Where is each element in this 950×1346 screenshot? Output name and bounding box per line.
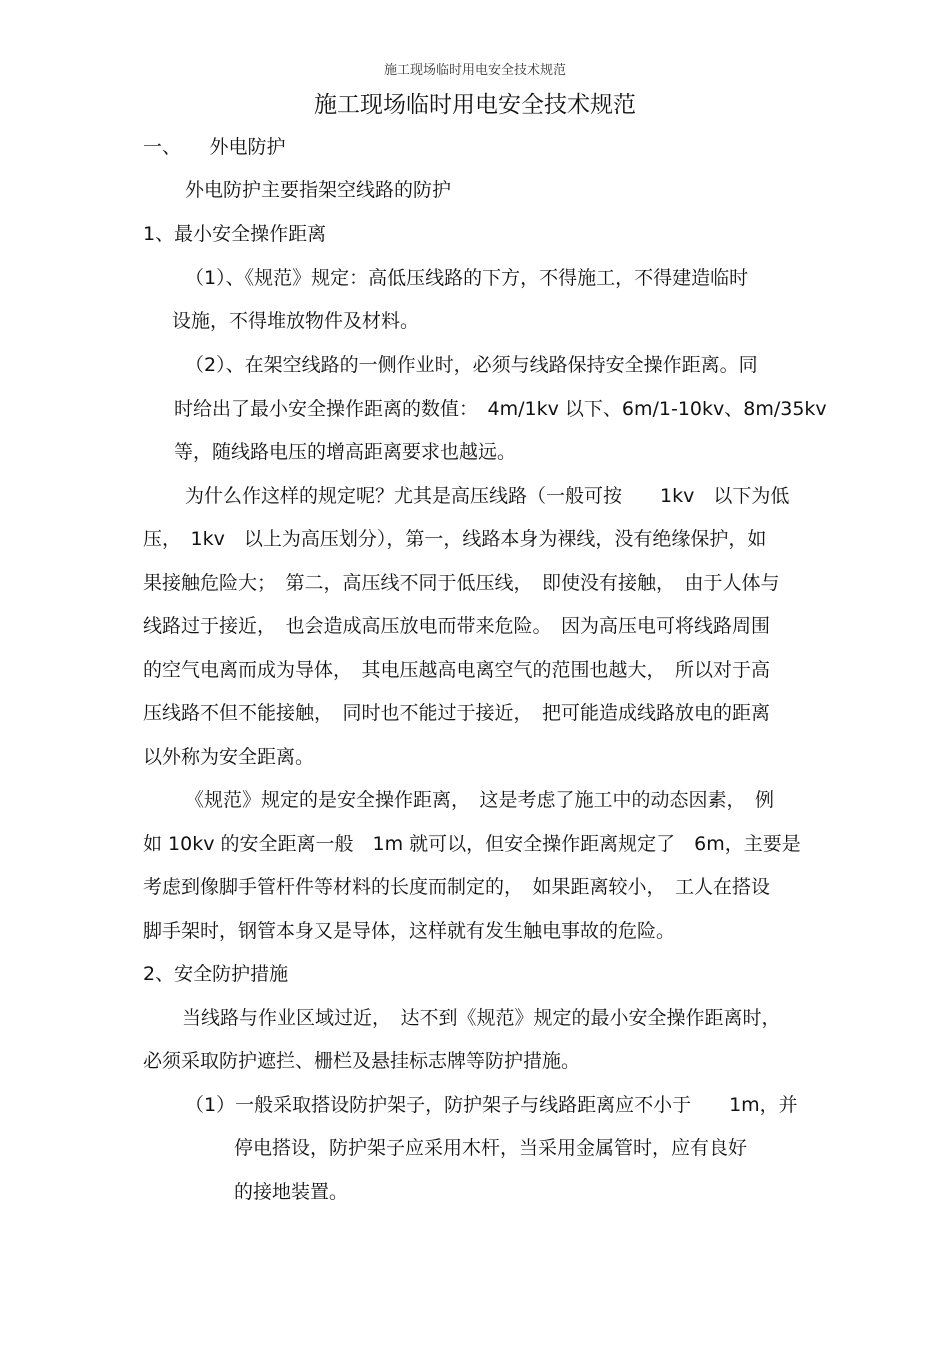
paragraph-line: （1）、《规范》规定：高低压线路的下方，不得施工，不得建造临时 [185, 267, 749, 289]
paragraph-line: 等，随线路电压的增高距离要求也越远。 [174, 441, 517, 463]
list-item-line: 的接地装置。 [234, 1181, 349, 1203]
list-item-line: （1）一般采取搭设防护架子，防护架子与线路距离应不小于 1m，并 [185, 1094, 798, 1116]
paragraph-line: 时给出了最小安全操作距离的数值： 4m/1kv 以下、6m/1-10kv、8m/35kv [174, 398, 827, 420]
paragraph-line: 当线路与作业区域过近， 达不到《规范》规定的最小安全操作距离时， [182, 1007, 781, 1029]
running-header: 施工现场临时用电安全技术规范 [383, 63, 566, 78]
document-title: 施工现场临时用电安全技术规范 [314, 92, 636, 118]
paragraph-line: 脚手架时，钢管本身又是导体，这样就有发生触电事故的危险。 [143, 920, 676, 942]
paragraph-line: 为什么作这样的规定呢？尤其是高压线路（一般可按 1kv 以下为低 [185, 485, 790, 507]
paragraph-line: 以外称为安全距离。 [143, 746, 315, 768]
paragraph-line: 必须采取防护遮拦、栅栏及悬挂标志牌等防护措施。 [143, 1050, 581, 1072]
section-heading-1: 一、 外电防护 [143, 136, 286, 158]
paragraph-line: 《规范》规定的是安全操作距离， 这是考虑了施工中的动态因素， 例 [185, 789, 775, 811]
paragraph-line: 外电防护主要指架空线路的防护 [185, 179, 452, 201]
paragraph-line: 压线路不但不能接触， 同时也不能过于接近， 把可能造成线路放电的距离 [143, 702, 771, 724]
paragraph-line: 的空气电离而成为导体， 其电压越高电离空气的范围也越大， 所以对于高 [143, 659, 771, 681]
subsection-heading-2: 2、安全防护措施 [143, 963, 289, 985]
paragraph-line: 考虑到像脚手管杆件等材料的长度而制定的， 如果距离较小， 工人在搭设 [143, 876, 771, 898]
paragraph-line: （2）、在架空线路的一侧作业时，必须与线路保持安全操作距离。同 [185, 354, 758, 376]
paragraph-line: 如 10kv 的安全距离一般 1m 就可以，但安全操作距离规定了 6m，主要是 [143, 833, 801, 855]
paragraph-line: 压， 1kv 以上为高压划分），第一，线路本身为裸线，没有绝缘保护，如 [143, 528, 767, 550]
paragraph-line: 设施，不得堆放物件及材料。 [172, 310, 420, 332]
list-item-line: 停电搭设，防护架子应采用木杆，当采用金属管时，应有良好 [234, 1137, 748, 1159]
paragraph-line: 线路过于接近， 也会造成高压放电而带来危险。 因为高压电可将线路周围 [143, 615, 771, 637]
paragraph-line: 果接触危险大； 第二，高压线不同于低压线， 即使没有接触， 由于人体与 [143, 572, 780, 594]
subsection-heading-1: 1、最小安全操作距离 [143, 223, 327, 245]
